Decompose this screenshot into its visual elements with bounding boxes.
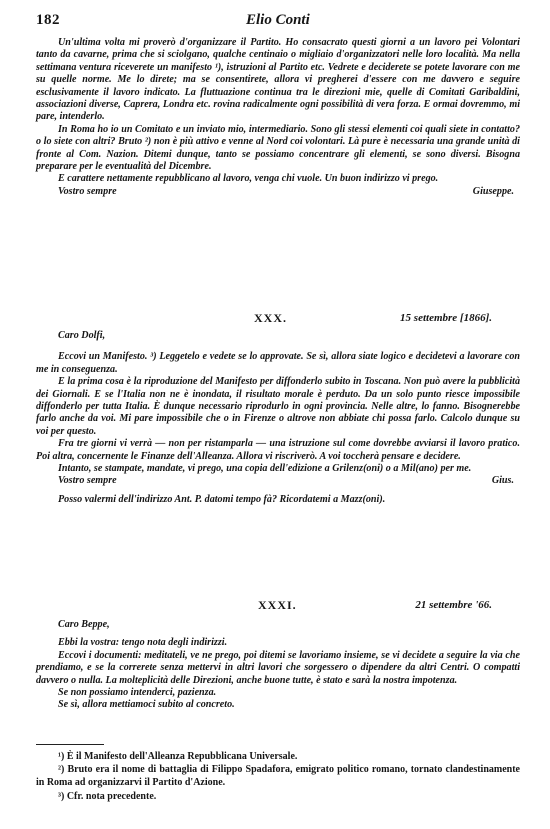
signature: Gius. (491, 475, 514, 487)
paragraph: E la prima cosa è la riproduzione del Manifesto per diffonderlo subito in Toscana. Non può avere la pubblicità dei Giornali. E se l'Italia non ne è inondata, il risultato morale è perduto. Da un solo punto riesce impossibile diffonderlo per tutta Italia. È dunque necessario riprodurlo in ogni provincia. Nelle altre, lo fanno. Bisognerebbe farlo anche da voi. Mi pare impossibile che o in Firenze o altrove non abbiate chi possa farlo. Calcolo dunque su voi per questo. (36, 376, 520, 437)
paragraph: Ebbi la vostra: tengo nota degli indirizzi. (58, 637, 228, 649)
signature-line (36, 475, 520, 487)
letter-date: 15 settembre [1866]. (400, 312, 492, 324)
paragraph: Un'ultima volta mi proverò d'organizzare il Partito. Ho consacrato questi giorni a un lavoro pei Volontari tanto da cavarne, prima che si sciolgano, qualche centinaio o migliaio d'organizzatori nelle loro località. Ma nella settimana ventura riceverete un manifesto ¹), istruzioni al Partito etc. Vedrete e deciderete se potete lavorare con me su quelle norme. Me lo direte; ma se consentirete, allora vi pregherei d'essere con me davvero e seguire esclusivamente il lavoro indicato. La fluttuazione continua tra le direzioni mie, quelle di Comitati Garibaldini, associazioni diverse, Caprera, Londra etc. rovina radicalmente ogni possibilità di vera forza. E ormai dovremmo, mi pare, intenderlo. (36, 37, 520, 123)
closing: Vostro sempre (58, 185, 117, 197)
letter-number: XXXI. (258, 598, 297, 612)
postscript: Posso valermi dell'indirizzo Ant. P. datomi tempo fà? Ricordatemi a Mazz(oni). (58, 493, 386, 505)
running-head: Elio Conti (246, 12, 310, 28)
letter-heading (36, 312, 520, 328)
paragraph: Se non possiamo intenderci, pazienza. (58, 687, 217, 699)
letter-date: 21 settembre '66. (415, 599, 492, 611)
salutation: Caro Beppe, (58, 619, 110, 630)
paragraph: In Roma ho io un Comitato e un inviato mio, intermediario. Sono gli stessi elementi coi quali siete in contatto? o lo siete con altri? Bruto ²) non è più attivo e venne al Nord coi volontari. Là pure è necessaria una grande unità di fronte al Com. Nazion. Ditemi dunque, tanto se possiamo concentrare gli elementi, se sono diversi. Bisogna preparare per le eventualità del Dicembre. (36, 123, 520, 173)
signature: Giuseppe. (472, 185, 514, 197)
paragraph: Fra tre giorni vi verrà — non per ristamparla — una istruzione sul come dovrebbe avviarsi il lavoro pratico. Poi altra, concernente le Finanze dell'Alleanza. Allora vi riscriverò. A voi toccherà pensare e decidere. (36, 438, 520, 462)
letter-xxx (36, 312, 520, 506)
paragraph: Eccovi i documenti: meditateli, ve ne prego, poi ditemi se lavoriamo insieme, se vi decidete a seguire la via che prendiamo, e se la correrete senza mettervi in altri lavori che sorgessero o dipendere da altri Centri. O compatti davvero o nulla. La molteplicità delle Direzioni, anche buone tutte, è stato e sarà la nostra impotenza. (36, 649, 520, 686)
paragraph: E carattere nettamente repubblicano al lavoro, venga chi vuole. Un buon indirizzo vi prego. (58, 173, 439, 185)
signature-line (36, 186, 520, 198)
letter-number: XXX. (254, 311, 287, 325)
footnote-rule (36, 744, 104, 745)
paragraph: Intanto, se stampate, mandate, vi prego, una copia dell'edizione a Grilenz(oni) o a Mil(ano) per me. (58, 463, 472, 475)
page-header (36, 12, 530, 32)
footnote-1: ¹) È il Manifesto dell'Alleanza Repubblicana Universale. (58, 751, 298, 762)
letter-heading (36, 599, 520, 615)
footnote-2: ²) Bruto era il nome di battaglia di Filippo Spadafora, emigrato politico romano, tornato clandestinamente in Roma ad organizzarvi il Partito d'Azione. (36, 764, 520, 789)
closing: Vostro sempre (58, 475, 117, 487)
footnote-3: ³) Cfr. nota precedente. (58, 790, 157, 802)
letter-previous (36, 37, 520, 198)
paragraph: Se sì, allora mettiamoci subito al concreto. (58, 699, 235, 711)
page-number: 182 (36, 12, 60, 28)
letter-xxxi (36, 599, 520, 712)
footnotes (36, 750, 520, 803)
salutation: Caro Dolfi, (58, 330, 106, 341)
paragraph: Eccovi un Manifesto. ³) Leggetelo e vedete se lo approvate. Se sì, allora siate logico e decidetevi a lavorare con me in conseguenza. (36, 351, 520, 375)
